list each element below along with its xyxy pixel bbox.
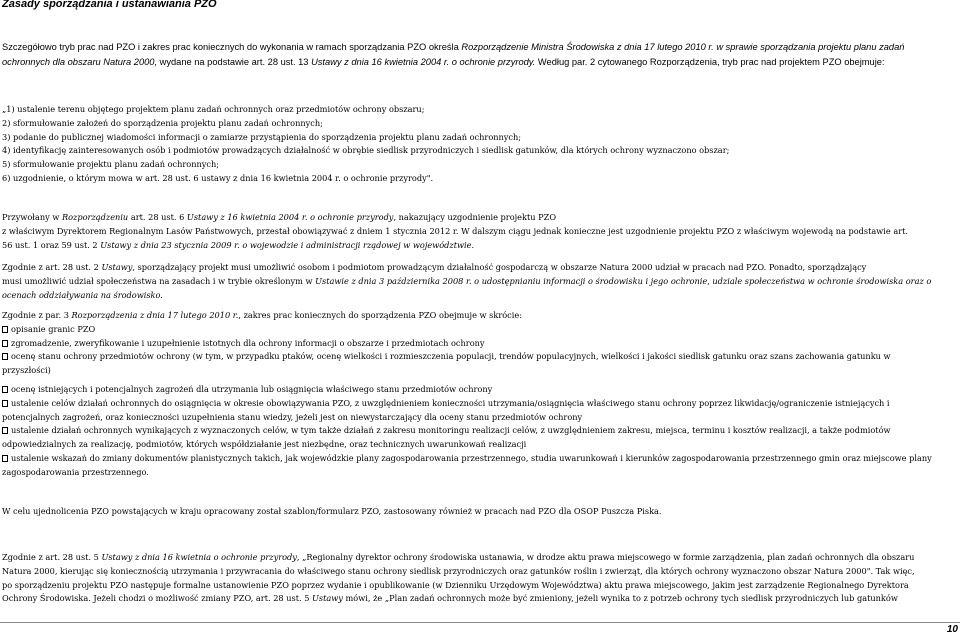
list-item: 2) sformułowanie założeń do sporządzenia projektu planu zadań ochronnych;: [2, 117, 323, 128]
scope-item-continuation: przyszłości): [2, 365, 51, 376]
list-item: 6) uzgodnienie, o którym mowa w art. 28 ust. 6 ustawy z dnia 16 kwietnia 2004 r. o ochronie przyrody".: [2, 172, 434, 183]
scope-item: ocenę istniejących i potencjalnych zagrożeń dla utrzymania lub osiągnięcia właściwego stanu przedmiotów ochrony: [2, 383, 954, 397]
list-item: 4) identyfikację zainteresowanych osób i podmiotów prowadzących działalność w obrębie siedlisk przyrodniczych i siedlisk gatunków, dla których ochrony wyznaczono obszar;: [2, 145, 730, 156]
paragraph-przywolany: Przywołany w Rozporządzeniu art. 28 ust. 6 Ustawy z 16 kwietnia 2004 r. o ochronie przyrody, nakazujący uzgodnienie projektu PZO z właściwym Dyrektorem Regionalnym Lasów Państwowych, przestał obowiązywać z dniem 1 stycznia 2012 r. W dalszym ciągu jednak konieczne jest uzgodnienie projektu PZO z właściwym wojewodą na podstawie art. 56 ust. 1 oraz 59 ust. 2 Ustawy z dnia 23 stycznia 2009 r. o wojewodzie i administracji rządowej w województwie.: [2, 212, 909, 250]
page-title: Zasady sporządzania i ustanawiania PZO: [2, 0, 217, 10]
intro-line-1: Szczegółowo tryb prac nad PZO i zakres prac koniecznych do wykonania w ramach sporządzania PZO określa Rozporządzenie Ministra Środowiska z dnia 17 lutego 2010 r. w sprawie sporządzania projektu planu zadań: [2, 42, 905, 52]
scope-item-continuation: odpowiedzialnych za realizację, podmiotów, których współdziałanie jest niezbędne, oraz technicznych uwarunkowań realizacji: [2, 439, 527, 450]
checkbox-icon: [2, 326, 8, 333]
checkbox-icon: [2, 427, 8, 434]
scope-item: ocenę stanu ochrony przedmiotów ochrony (w tym, w przypadku ptaków, ocenę wielkości i rozmieszczenia populacji, trendów populacyjnych, wielkości i jakości siedlisk gatunku oraz szans zachowania gatunku w: [2, 350, 954, 364]
checkbox-icon: [2, 353, 8, 360]
paragraph-zgodnie-art-28-ust-5: Zgodnie z art. 28 ust. 5 Ustawy z dnia 16 kwietnia o ochronie przyrody, „Regionalny dyrektor ochrony środowiska ustanawia, w drodze aktu prawa miejscowego w formie zarządzenia, plan zadań ochronnych dla obszaru Natura 2000, kierując się koniecznością utrzymania i przywracania do właściwego stanu ochrony siedlisk przyrodniczych oraz gatunków roślin i zwierząt, dla których ochrony wyznaczono obszar Natura 2000". Tak więc, po sporządzeniu projektu PZO następuje formalne ustanowienie PZO poprzez wydanie i opublikowanie (w Dzienniku Urzędowym Województwa) aktu prawa miejscowego, jakim jest zarządzenie Regionalnego Dyrektora Ochrony Środowiska. Jeżeli chodzi o możliwość zmiany PZO, art. 28 ust. 5 Ustawy mówi, że „Plan zadań ochronnych może być zmieniony, jeżeli wynika to z potrzeb ochrony tych siedlisk przyrodniczych lub gatunków: [2, 552, 915, 604]
paragraph-szablon: W celu ujednolicenia PZO powstających w kraju opracowany został szablon/formularz PZO, zastosowany również w pracach nad PZO dla OSOP Puszcza Piska.: [2, 506, 662, 516]
intro-line-2: ochronnych dla obszaru Natura 2000, wydane na podstawie art. 28 ust. 13 Ustawy z dnia 16 kwietnia 2004 r. o ochronie przyrody. Według par. 2 cytowanego Rozporządzenia, tryb prac nad projektem PZO obejmuje:: [2, 57, 885, 67]
scope-item: ustalenie celów działań ochronnych do osiągnięcia w okresie obowiązywania PZO, z uwzględnieniem konieczności utrzymania/osiągnięcia właściwego stanu ochrony poprzez likwidację/ograniczenie istniejących i: [2, 397, 954, 411]
list-item: „1) ustalenie terenu objętego projektem planu zadań ochronnych oraz przedmiotów ochrony obszaru;: [2, 104, 425, 114]
paragraph-par-3-scope: Zgodnie z par. 3 Rozporządzenia z dnia 17 lutego 2010 r., zakres prac koniecznych do sporządzenia PZO obejmuje w skrócie: opisanie granic PZO zgromadzenie, zweryfikowanie i uzupełnienie istotnych dla ochrony informacji o obszarze i przedmiotach ochrony ocenę stanu ochrony przedmiotów ochrony (w tym, w przypadku ptaków, ocenę wielkości i rozmieszczenia populacji, trendów populacyjnych, wielkości i jakości siedlisk gatunku oraz szans zachowania gatunku w przyszłości) ocenę istniejących i potencjalnych zagrożeń dla utrzymania lub osiągnięcia właściwego stanu przedmiotów ochrony ustalenie celów działań ochronnych do osiągnięcia w okresie obowiązywania PZO, z uwzględnieniem konieczności utrzymania/osiągnięcia właściwego stanu ochrony poprzez likwidację/ograniczenie istniejących i potencjalnych zagrożeń, oraz konieczności uzupełnienia stanu wiedzy, jeżeli jest on niewystarczający dla oceny stanu przedmiotów ochrony ustalenie działań ochronnych wynikających z wyznaczonych celów, w tym także działań z zakresu monitoringu realizacji celów, z uwzględnieniem zakresu, miejsca, terminu i kosztów realizacji, a także podmiotów odpowiedzialnych za realizację, podmiotów, których współdziałanie jest niezbędne, oraz technicznych uwarunkowań realizacji ustalenie wskazań do zmiany dokumentów planistycznych takich, jak wojewódzkie plany zagospodarowania przestrzennego, studia uwarunkowań i kierunków zagospodarowania przestrzennego gmin oraz miejscowe plany zagospodarowania przestrzennego.: [2, 309, 954, 480]
list-item: 5) sformułowanie projektu planu zadań ochronnych;: [2, 159, 220, 170]
checkbox-icon: [2, 386, 8, 393]
scope-item: ustalenie działań ochronnych wynikających z wyznaczonych celów, w tym także działań z zakresu monitoringu realizacji celów, z uwzględnieniem zakresu, miejsca, terminu i kosztów realizacji, a także podmiotów: [2, 424, 954, 438]
page-number: 10: [946, 624, 958, 635]
checkbox-icon: [2, 340, 8, 347]
scope-item-continuation: zagospodarowania przestrzennego.: [2, 466, 149, 477]
intro-paragraph: [2, 40, 954, 70]
checkbox-icon: [2, 400, 8, 407]
procedure-list: [2, 103, 954, 186]
scope-item: opisanie granic PZO: [2, 323, 954, 337]
scope-item: ustalenie wskazań do zmiany dokumentów planistycznych takich, jak wojewódzkie plany zagospodarowania przestrzennego, studia uwarunkowań i kierunków zagospodarowania przestrzennego gmin oraz miejscowe plany: [2, 452, 954, 466]
checkbox-icon: [2, 455, 8, 462]
footer-divider: [0, 622, 960, 623]
list-item: 3) podanie do publicznej wiadomości informacji o zamiarze przystąpienia do sporządzenia projektu planu zadań ochronnych;: [2, 131, 522, 142]
scope-item: zgromadzenie, zweryfikowanie i uzupełnienie istotnych dla ochrony informacji o obszarze i przedmiotach ochrony: [2, 337, 954, 351]
scope-item-continuation: potencjalnych zagrożeń, oraz konieczności uzupełnienia stanu wiedzy, jeżeli jest on niewystarczający dla oceny stanu przedmiotów ochrony: [2, 411, 583, 422]
paragraph-zgodnie-art-28-ust-2: Zgodnie z art. 28 ust. 2 Ustawy, sporządzający projekt musi umożliwić osobom i podmiotom prowadzącym działalność gospodarczą w obszarze Natura 2000 udział w pracach nad PZO. Ponadto, sporządzający musi umożliwić udział społeczeństwa na zasadach i w trybie określonym w Ustawie z dnia 3 października 2008 r. o udostępnianiu informacji o środowisku i jego ochronie, udziale społeczeństwa w ochronie środowiska oraz o ocenach oddziaływania na środowisko.: [2, 262, 932, 300]
